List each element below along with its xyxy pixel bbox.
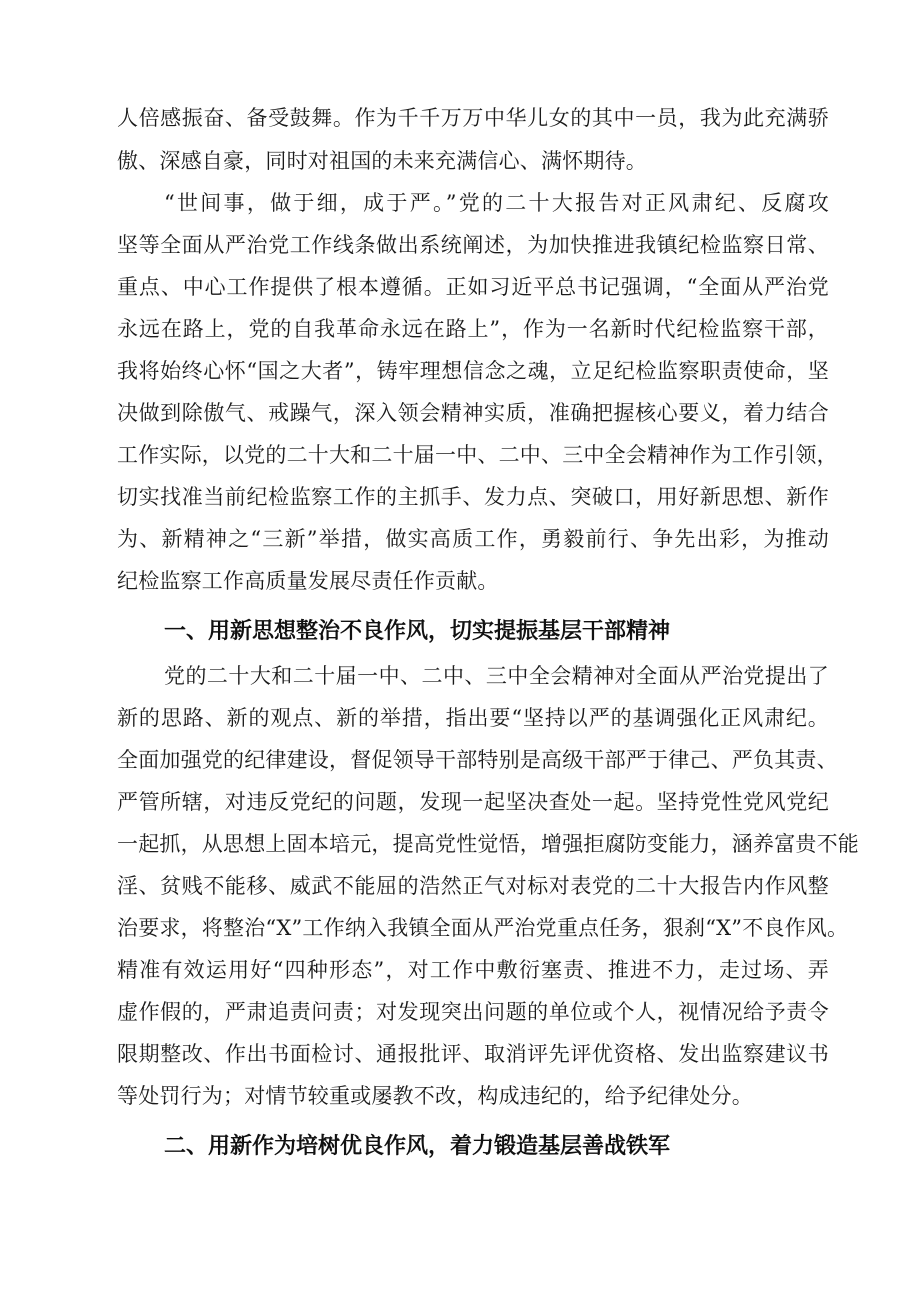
paragraph-line: 坚等全面从严治党工作线条做出系统阐述，为加快推进我镇纪检监察日常、 <box>117 233 829 257</box>
paragraph-line: 虚作假的，严肃追责问责；对发现突出问题的单位或个人，视情况给予责令 <box>117 1000 829 1024</box>
paragraph-line: 治要求，将整治“X”工作纳入我镇全面从严治党重点任务，狠刹“X”不良作风。 <box>117 916 849 940</box>
paragraph-line: 切实找准当前纪检监察工作的主抓手、发力点、突破口，用好新思想、新作 <box>117 485 829 509</box>
paragraph-line: 为、新精神之“三新”举措，做实高质工作，勇毅前行、争先出彩，为推动 <box>117 527 829 551</box>
paragraph-line: 等处罚行为；对情节较重或屡教不改，构成违纪的，给予纪律处分。 <box>117 1084 753 1108</box>
paragraph-line: 精准有效运用好“四种形态”，对工作中敷衍塞责、推进不力，走过场、弄 <box>117 958 829 982</box>
paragraph-line: 严管所辖，对违反党纪的问题，发现一起坚决查处一起。坚持党性党风党纪 <box>117 790 829 814</box>
paragraph-line: 人倍感振奋、备受鼓舞。作为千千万万中华儿女的其中一员，我为此充满骄 <box>117 106 829 130</box>
section-heading: 一、用新思想整治不良作风，切实提振基层干部精神 <box>164 619 671 644</box>
paragraph-line: 重点、中心工作提供了根本遵循。正如习近平总书记强调，“全面从严治党 <box>117 275 829 299</box>
paragraph-line: 工作实际，以党的二十大和二十届一中、二中、三中全会精神作为工作引领， <box>117 443 838 467</box>
paragraph-line: 淫、贫贱不能移、威武不能屈的浩然正气对标对表党的二十大报告内作风整 <box>117 874 829 898</box>
paragraph-line: 纪检监察工作高质量发展尽责任作贡献。 <box>117 569 499 593</box>
paragraph-line: “世间事，做于细，成于严。”党的二十大报告对正风肃纪、反腐攻 <box>164 191 829 215</box>
paragraph-line: 决做到除傲气、戒躁气，深入领会精神实质，准确把握核心要义，着力结合 <box>117 401 829 425</box>
paragraph-line: 限期整改、作出书面检讨、通报批评、取消评先评优资格、发出监察建议书 <box>117 1042 829 1066</box>
paragraph-line: 傲、深感自豪，同时对祖国的未来充满信心、满怀期待。 <box>117 149 647 173</box>
paragraph-line: 一起抓，从思想上固本培元，提高党性觉悟，增强拒腐防变能力，涵养富贵不能 <box>117 832 859 856</box>
paragraph-line: 新的思路、新的观点、新的举措，指出要“坚持以严的基调强化正风肃纪。 <box>117 706 829 730</box>
section-heading: 二、用新作为培树优良作风，着力锻造基层善战铁军 <box>164 1134 671 1159</box>
paragraph-line: 我将始终心怀“国之大者”，铸牢理想信念之魂，立足纪检监察职责使命，坚 <box>117 359 829 383</box>
paragraph-line: 全面加强党的纪律建设，督促领导干部特别是高级干部严于律己、严负其责、 <box>117 748 838 772</box>
paragraph-line: 永远在路上，党的自我革命永远在路上”，作为一名新时代纪检监察干部， <box>117 317 829 341</box>
paragraph-line: 党的二十大和二十届一中、二中、三中全会精神对全面从严治党提出了 <box>164 664 829 688</box>
